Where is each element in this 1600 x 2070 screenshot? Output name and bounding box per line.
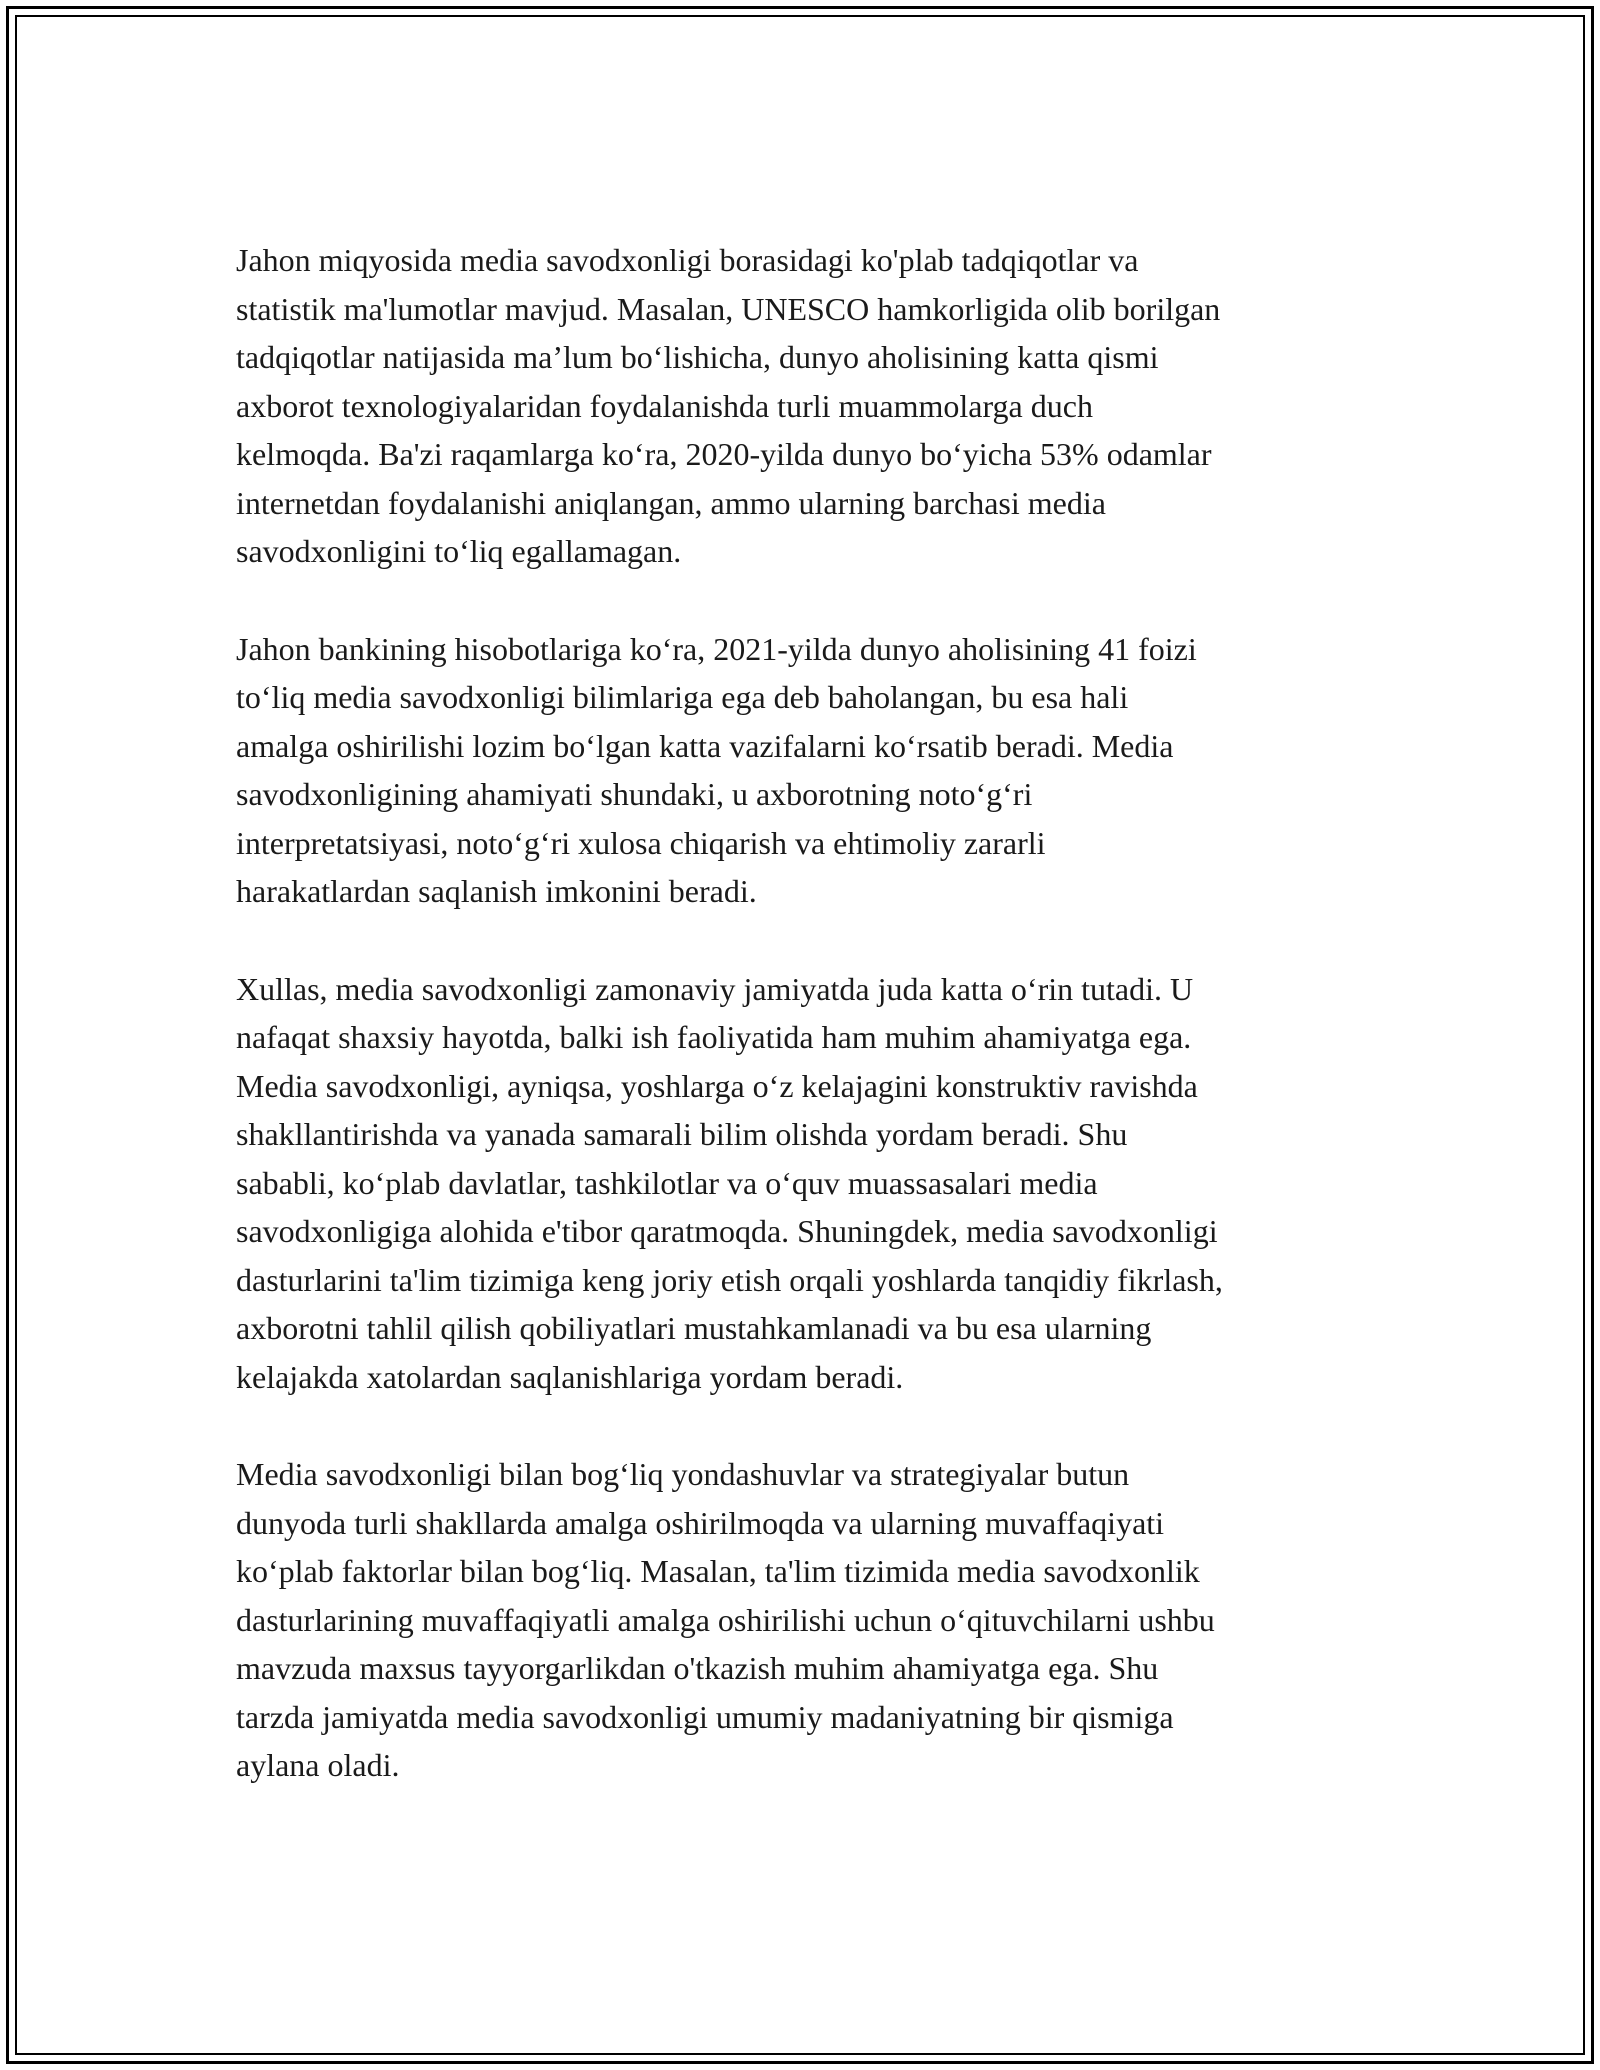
text-line: Media savodxonligi bilan bogʻliq yondashuvlar va strategiyalar butun [236,1456,1130,1492]
text-line: tadqiqotlar natijasida ma’lum boʻlishicha, dunyo aholisining katta qismi [236,339,1159,375]
text-line: dasturlarini ta'lim tizimiga keng joriy etish orqali yoshlarda tanqidiy fikrlash, [236,1261,1223,1298]
text-line: savodxonligining ahamiyati shundaki, u axborotning notoʻgʻri [236,776,1033,812]
text-line: tarzda jamiyatda media savodxonligi umumiy madaniyatning bir qismiga [236,1698,1174,1735]
paragraph-3 [236,965,1366,1402]
text-line: savodxonligiga alohida e'tibor qaratmoqda. Shuningdek, media savodxonligi [236,1213,1218,1249]
text-line: toʻliq media savodxonligi bilimlariga ega deb baholangan, bu esa hali [236,679,1129,715]
text-line: nafaqat shaxsiy hayotda, balki ish faoliyatida ham muhim ahamiyatga ega. [236,1019,1192,1055]
text-line: dasturlarining muvaffaqiyatli amalga oshirilishi uchun oʻqituvchilarni ushbu [236,1601,1215,1638]
text-line: savodxonligini toʻliq egallamagan. [236,533,682,569]
paragraph-4 [236,1450,1366,1790]
text-line: koʻplab faktorlar bilan bogʻliq. Masalan, ta'lim tizimida media savodxonlik [236,1553,1200,1589]
text-line: axborotni tahlil qilish qobiliyatlari mustahkamlanadi va bu esa ularning [236,1310,1152,1346]
text-line: internetdan foydalanishi aniqlangan, ammo ularning barchasi media [236,484,1106,521]
text-line: dunyoda turli shakllarda amalga oshirilmoqda va ularning muvaffaqiyati [236,1504,1165,1541]
text-line: Media savodxonligi, ayniqsa, yoshlarga oʻz kelajagini konstruktiv ravishda [236,1067,1198,1104]
document-body [236,236,1366,1839]
text-line: Jahon miqyosida media savodxonligi borasidagi ko'plab tadqiqotlar va [236,242,1139,278]
text-line: kelmoqda. Ba'zi raqamlarga koʻra, 2020-yilda dunyo boʻyicha 53% odamlar [236,436,1212,472]
text-line: Xullas, media savodxonligi zamonaviy jamiyatda juda katta oʻrin tutadi. U [236,970,1194,1007]
text-line: mavzuda maxsus tayyorgarlikdan o'tkazish muhim ahamiyatga ega. Shu [236,1650,1159,1686]
paragraph-1 [236,236,1366,576]
text-line: sababli, koʻplab davlatlar, tashkilotlar va oʻquv muassasalari media [236,1164,1098,1201]
text-line: shakllantirishda va yanada samarali bilim olishda yordam beradi. Shu [236,1116,1128,1152]
text-line: Jahon bankining hisobotlariga koʻra, 2021-yilda dunyo aholisining 41 foizi [236,630,1197,667]
text-line: statistik ma'lumotlar mavjud. Masalan, UNESCO hamkorligida olib borilgan [236,290,1221,327]
text-line: interpretatsiyasi, notoʻgʻri xulosa chiqarish va ehtimoliy zararli [236,824,1046,861]
paragraph-2 [236,625,1366,916]
text-line: kelajakda xatolardan saqlanishlariga yordam beradi. [236,1358,904,1395]
text-line: amalga oshirilishi lozim boʻlgan katta vazifalarni koʻrsatib beradi. Media [236,727,1174,764]
text-line: aylana oladi. [236,1747,400,1783]
text-line: harakatlardan saqlanish imkonini beradi. [236,873,757,909]
text-line: axborot texnologiyalaridan foydalanishda turli muammolarga duch [236,387,1093,424]
